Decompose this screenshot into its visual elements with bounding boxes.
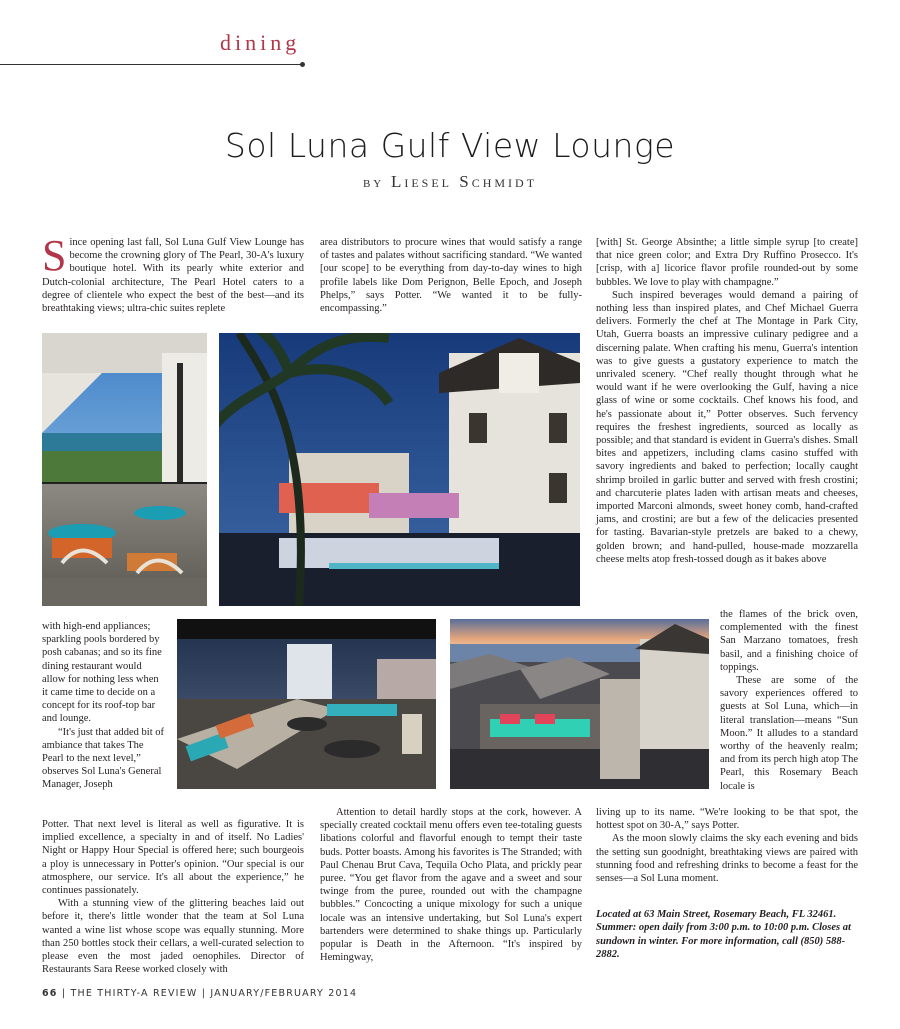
col3-narrow-p3: These are some of the savory experiences offered to guests at Sol Luna, which—in literal translation—means “Sun Moon.” It alludes to a standard worthy of the heavenly realm; and from its perch high atop The Pearl, this Rosemary Beach locale is bbox=[720, 675, 858, 792]
issue-date: JANUARY/FEBRUARY 2014 bbox=[210, 988, 358, 999]
photo-terrace-day bbox=[42, 333, 207, 606]
col2-bottom-text bbox=[320, 806, 582, 964]
section-label: dining bbox=[220, 30, 301, 55]
col3-paragraph-1: [with] St. George Absinthe; a little simple syrup [to create] that nice green color; and Extra Dry Ruffino Prosecco. It's [crisp, with a] licorice flavor profile rounded-out by some bubbles. We love to play with champagne.” bbox=[596, 237, 858, 288]
col2-bottom-paragraph: Attention to detail hardly stops at the cork, however. A specially created cocktail menu offers even tee-totaling guests libations colorful and flavorful enough to tempt their taste buds. Potter boasts. Among his favorites is The Stranded; with Paul Chenau Brut Cava, Tequila Ocho Plata, and prickly pear puree. “You get flavor from the agave and a sweet and sour twinge from the puree, rounded out with the champagne bubbles.” Concocting a unique mixology for such a unique locale was an intensive undertaking, but Sol Luna's expert bartenders were determined to shake things up. Particularly popular is Death in the Afternoon. “It's inspired by Hemingway, bbox=[320, 807, 582, 964]
photo-hotel-night-art bbox=[219, 333, 580, 606]
col1-narrow-text bbox=[42, 620, 166, 792]
page-footer bbox=[42, 988, 357, 999]
photo-terrace-day-art bbox=[42, 333, 207, 606]
drop-cap: S bbox=[42, 231, 67, 280]
byline bbox=[0, 172, 900, 192]
footer-separator-1: | bbox=[61, 988, 67, 999]
footer-separator-2: | bbox=[201, 988, 207, 999]
byline-author: Liesel Schmidt bbox=[390, 172, 538, 191]
col1-bottom-p3: With a stunning view of the glittering beaches laid out before it, there's little wonder that the team at Sol Luna wanted a wine list whose scope was equally stunning. More than 250 bottles stock their cellars, a well-curated selection to please even the most jaded oenophiles. Director of Restaurants Sara Reese worked closely with bbox=[42, 898, 304, 976]
col1-bottom-p2-cont: Potter. That next level is literal as well as figurative. It is implied excellence, a specialty in and of itself. No Ladies' Night or Happy Hour Special is offered here; such bourgeois a ploy is unnecessary in Potter's opinion. “Our special is our atmosphere, our service. It's all about the experience,” he continues passionately. bbox=[42, 819, 304, 897]
info-box: Located at 63 Main Street, Rosemary Beach, FL 32461. Summer: open daily from 3:00 p.m. to 10:00 p.m. Closes at sundown in winter. For more information, call (850) 588-2882. bbox=[596, 909, 851, 961]
photo-aerial-sunset bbox=[450, 619, 709, 789]
col3-bottom-text bbox=[596, 806, 858, 885]
col3-bottom-p4: As the moon slowly claims the sky each evening and bids the setting sun goodnight, breathtaking views are paired with stunning food and refreshing drinks to become a feast for the senses—a Sol Luna moment. bbox=[596, 833, 858, 885]
byline-by: by bbox=[362, 175, 385, 191]
photo-lounge-dusk-art bbox=[177, 619, 436, 789]
col1-bottom-text bbox=[42, 818, 304, 976]
photo-hotel-night bbox=[219, 333, 580, 606]
photo-lounge-dusk bbox=[177, 619, 436, 789]
col3-bottom-p3-cont: living up to its name. “We're looking to be that spot, the hottest spot on 30-A,” says Potter. bbox=[596, 807, 858, 832]
col1-narrow-p2: “It's just that added bit of ambiance that takes The Pearl to the next level,” observes Sol Luna's General Manager, Joseph bbox=[42, 726, 164, 791]
col2-top-text bbox=[320, 236, 582, 315]
article-headline: Sol Luna Gulf View Lounge bbox=[224, 126, 676, 165]
col3-top-text bbox=[596, 236, 858, 566]
col2-top-paragraph: area distributors to procure wines that would satisfy a range of tastes and palates without sacrificing standard. “We wanted [our scope] to be everything from day-to-day wines to high profile labels like Dom Perignon, Belle Epoch, and Joseph Phelps,” says Potter. “We wanted it to be fully-encompassing.” bbox=[320, 237, 582, 315]
col3-paragraph-2: Such inspired beverages would demand a pairing of nothing less than inspired plates, and Chef Michael Guerra delivers. Formerly the chef at The Montage in Park City, Utah, Guerra boasts an impressive culinary pedigree and a discerning palate. When crafting his menu, Guerra's intention was to give guests a gustatory experience to match the unrivaled scenery. “Chef really thought through what he would want if he were overlooking the Gulf, having a nice glass of wine or some cocktails. Chef knows his food, and he's passionate about it,” Potter observes. Such fervency requires the freshest ingredients, sourced as locally as possible; and that standard is evident in Guerra's dishes. Small bites and appetizers, including clams casino stuffed with savory ingredients and baked to perfection; locally caught shrimp broiled in garlic butter and served with fresh crostini; and charcuterie plates laden with artisan meats and cheeses, imported Marconi almonds, sweet honey comb, hand-crafted jams, and crostini; are but a few of the delicacies presented for tasting. Bavarian-style pretzels are baked to a chewy, golden brown; and hand-pulled, house-made mozzarella cheese melts atop fresh-tossed dough as it bakes above bbox=[596, 289, 859, 565]
page-number: 66 bbox=[42, 988, 58, 999]
photo-aerial-sunset-art bbox=[450, 619, 709, 789]
publication-name: THE THIRTY-A REVIEW bbox=[70, 988, 198, 999]
col1-narrow-p1-cont: with high-end appliances; sparkling pools bordered by posh cabanas; and so its fine dining restaurant would allow for nothing less when it came time to decide on a concept for its roof-top bar and lounge. bbox=[42, 621, 162, 725]
col1-top-text bbox=[42, 231, 304, 315]
section-rule-dot bbox=[300, 62, 305, 67]
section-rule bbox=[0, 64, 303, 65]
col1-intro: ince opening last fall, Sol Luna Gulf View Lounge has become the crowning glory of The Pearl, 30-A's luxury boutique hotel. With its pearly white exterior and Dutch-colonial architecture, The Pearl Hotel caters to a degree of clientele who expect the best of the best—and its breathtaking views; ultra-chic suites replete bbox=[42, 237, 304, 315]
col3-narrow-p2-cont: the flames of the brick oven, complemented with the finest San Marzano tomatoes, fresh basil, and a finishing choice of toppings. bbox=[720, 609, 858, 673]
col3-narrow-text bbox=[720, 608, 858, 793]
